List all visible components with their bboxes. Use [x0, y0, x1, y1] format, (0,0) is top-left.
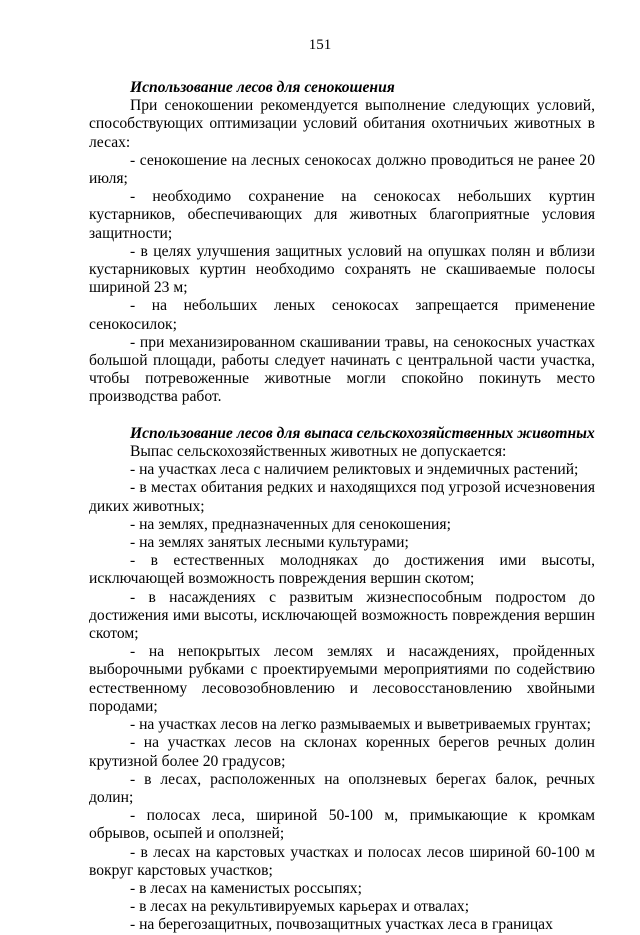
list-item: - необходимо сохранение на сенокосах небольших куртин кустарников, обеспечивающих для животных благоприятные условия защитности; — [89, 188, 595, 242]
list-item: - в лесах на карстовых участках и полосах лесов шириной 60-100 м вокруг карстовых участков; — [89, 843, 595, 879]
list-item: - при механизированном скашивании травы, на сенокосных участках большой площади, работы следует начинать с центральной части участка, чтобы потревоженные животные могли спокойно покинуть место производства работ. — [89, 333, 595, 406]
section-spacer — [89, 407, 595, 425]
list-item: - в лесах на рекультивируемых карьерах и отвалах; — [130, 898, 470, 916]
list-item: - в естественных молодняках до достижения ими высоты, исключающей возможность повреждения вершин скотом; — [89, 552, 595, 588]
list-item: - в целях улучшения защитных условий на опушках полян и вблизи кустарниковых куртин необходимо сохранять не скашиваемые полосы шириной 23 м; — [89, 242, 595, 297]
page-number: 151 — [308, 37, 332, 53]
list-item: - сенокошение на лесных сенокосах должно проводиться не ранее 20 июля; — [89, 151, 595, 188]
list-item: - в местах обитания редких и находящихся под угрозой исчезновения диких животных; — [89, 479, 595, 515]
document-body — [89, 79, 595, 935]
list-item: - в насаждениях с развитым жизнеспособным подростом до достижения ими высоты, исключающей возможность повреждения вершин скотом; — [89, 588, 595, 643]
section-intro-haymaking: При сенокошении рекомендуется выполнение следующих условий, способствующих оптимизации условий обитания охотничьих животных в лесах: — [89, 97, 595, 151]
list-item: - на участках леса с наличием реликтовых и эндемичных растений; — [130, 461, 579, 479]
section-intro-grazing: Выпас сельскохозяйственных животных не допускается: — [130, 443, 507, 461]
list-item: - на непокрытых лесом землях и насаждениях, пройденных выборочными рубками с проектируемыми мероприятиями по содействию естественному лесовозобновлению и лесовосстановлению хвойными породами; — [89, 643, 595, 715]
list-item: - на землях занятых лесными культурами; — [130, 534, 409, 552]
list-item: - в лесах на каменистых россыпях; — [130, 879, 362, 897]
list-item: - на участках лесов на легко размываемых и выветриваемых грунтах; — [130, 716, 592, 734]
list-item: - на небольших леных сенокосах запрещается применение сенокосилок; — [89, 297, 595, 333]
list-item: - на участках лесов на склонах коренных берегов речных долин крутизной более 20 градусов; — [89, 734, 595, 770]
list-item: - полосах леса, шириной 50-100 м, примыкающие к кромкам обрывов, осыпей и оползней; — [89, 807, 595, 843]
list-item: - в лесах, расположенных на оползневых берегах балок, речных долин; — [89, 770, 595, 806]
section-heading-haymaking: Использование лесов для сенокошения — [130, 79, 395, 96]
list-item: - на землях, предназначенных для сенокошения; — [130, 515, 451, 533]
list-item: - на берегозащитных, почвозащитных участках леса в границах — [130, 916, 553, 934]
section-heading-grazing: Использование лесов для выпаса сельскохозяйственных животных — [130, 424, 595, 442]
